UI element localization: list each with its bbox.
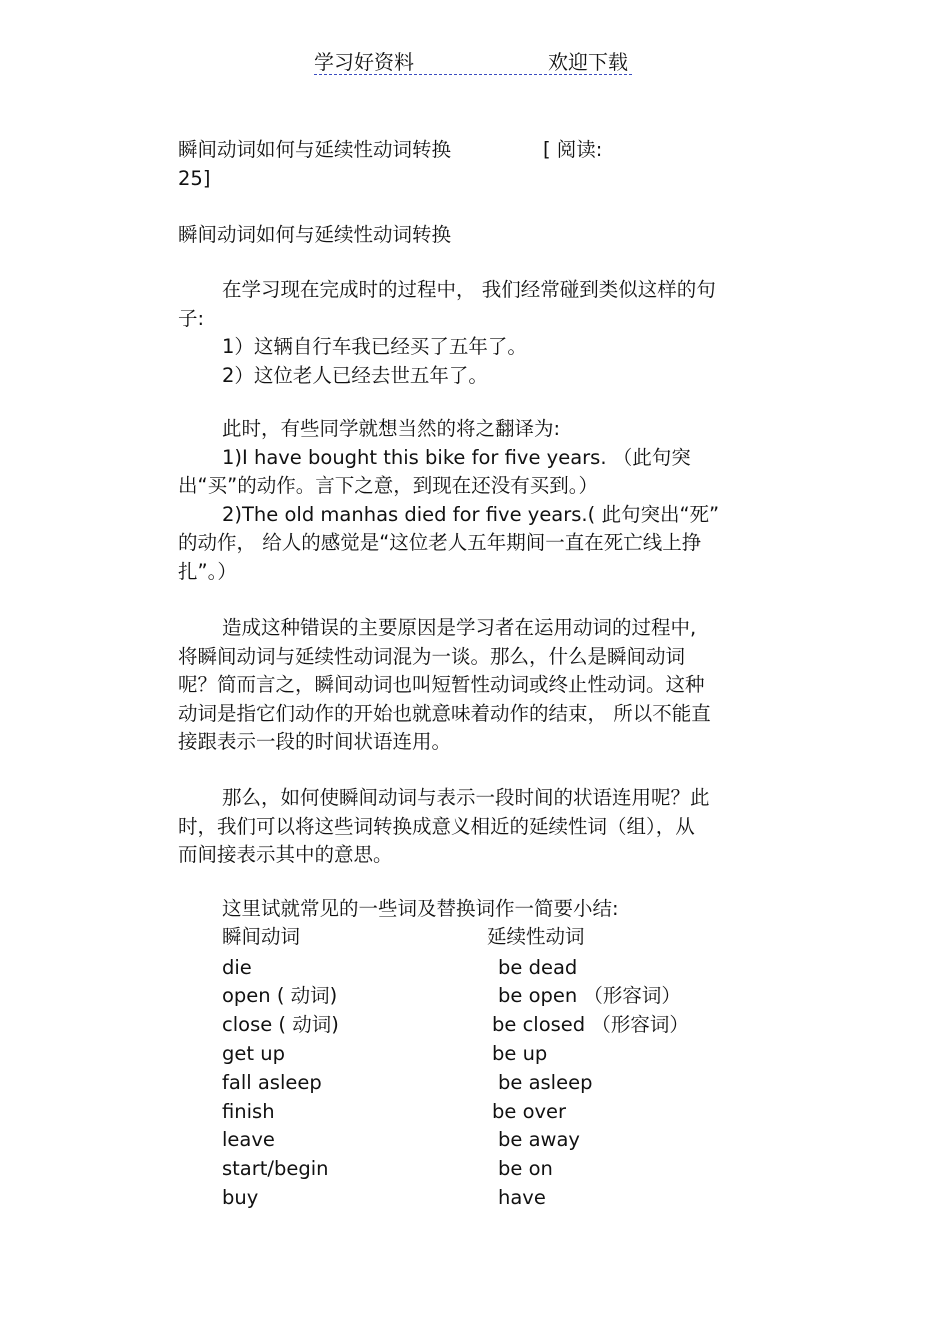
text-line: 子: bbox=[178, 306, 205, 330]
text-line: 动词是指它们动作的开始也就意味着动作的结束， 所以不能直 bbox=[178, 701, 711, 725]
row-left: fall asleep bbox=[222, 1071, 322, 1094]
text-line: 时，我们可以将这些词转换成意义相近的延续性词（组），从 bbox=[178, 814, 695, 838]
example-line: 扎”。） bbox=[178, 559, 237, 583]
row-right: be on bbox=[498, 1157, 553, 1180]
column-header-left: 瞬间动词 bbox=[222, 925, 301, 948]
example-line: 1)I have bought this bike for five years. （此句突 bbox=[222, 445, 691, 469]
row-right: be asleep bbox=[498, 1071, 593, 1094]
row-left: start/begin bbox=[222, 1157, 329, 1180]
row-right: be away bbox=[498, 1128, 580, 1151]
row-left: leave bbox=[222, 1128, 275, 1151]
header-left: 学习好资料 bbox=[314, 50, 414, 74]
text-line: 而间接表示其中的意思。 bbox=[178, 843, 393, 866]
row-right: have bbox=[498, 1186, 546, 1209]
row-right: be open （形容词） bbox=[498, 984, 681, 1007]
paragraph-explanation bbox=[178, 614, 768, 757]
paragraph-intro bbox=[178, 276, 768, 390]
row-left: finish bbox=[222, 1100, 275, 1123]
example-line: 的动作， 给人的感觉是“这位老人五年期间一直在死亡线上挣 bbox=[178, 531, 702, 554]
paragraph-translation bbox=[178, 415, 768, 586]
row-left: get up bbox=[222, 1042, 285, 1065]
text-line: 将瞬间动词与延续性动词混为一谈。那么，什么是瞬间动词 bbox=[178, 644, 686, 668]
text-line: 造成这种错误的主要原因是学习者在运用动词的过程中, bbox=[222, 616, 697, 639]
example-line: 出“买”的动作。言下之意，到现在还没有买到。） bbox=[178, 474, 598, 497]
text-line: 在学习现在完成时的过程中， 我们经常碰到类似这样的句 bbox=[222, 278, 716, 301]
row-left: die bbox=[222, 956, 252, 979]
example-line: 2)The old manhas died for five years.( 此句突出“死” bbox=[222, 502, 720, 526]
text-line: 此时，有些同学就想当然的将之翻译为: bbox=[222, 417, 561, 440]
text-line: 呢？简而言之，瞬间动词也叫短暂性动词或终止性动词。这种 bbox=[178, 673, 705, 696]
row-left: buy bbox=[222, 1186, 259, 1209]
row-right: be up bbox=[492, 1042, 548, 1065]
list-item: 2）这位老人已经去世五年了。 bbox=[222, 363, 488, 387]
column-header-right: 延续性动词 bbox=[487, 925, 585, 948]
header-right: 欢迎下载 bbox=[548, 50, 628, 74]
text-line: 那么，如何使瞬间动词与表示一段时间的状语连用呢？此 bbox=[222, 786, 710, 809]
header-divider bbox=[314, 74, 632, 75]
article-subtitle: 瞬间动词如何与延续性动词转换 bbox=[178, 223, 452, 246]
row-right: be dead bbox=[498, 956, 578, 979]
row-left: open ( 动词) bbox=[222, 984, 338, 1007]
text-line: 接跟表示一段的时间状语连用。 bbox=[178, 730, 452, 753]
row-left: close ( 动词) bbox=[222, 1013, 339, 1036]
read-label: [ 阅读: bbox=[543, 138, 603, 161]
list-item: 1）这辆自行车我已经买了五年了。 bbox=[222, 335, 527, 358]
read-count: 25] bbox=[178, 167, 211, 190]
row-right: be closed （形容词） bbox=[492, 1013, 689, 1036]
paragraph-solution bbox=[178, 784, 768, 870]
article-title: 瞬间动词如何与延续性动词转换 bbox=[178, 138, 452, 161]
row-right: be over bbox=[492, 1100, 567, 1123]
summary-intro: 这里试就常见的一些词及替换词作一简要小结: bbox=[222, 897, 619, 920]
